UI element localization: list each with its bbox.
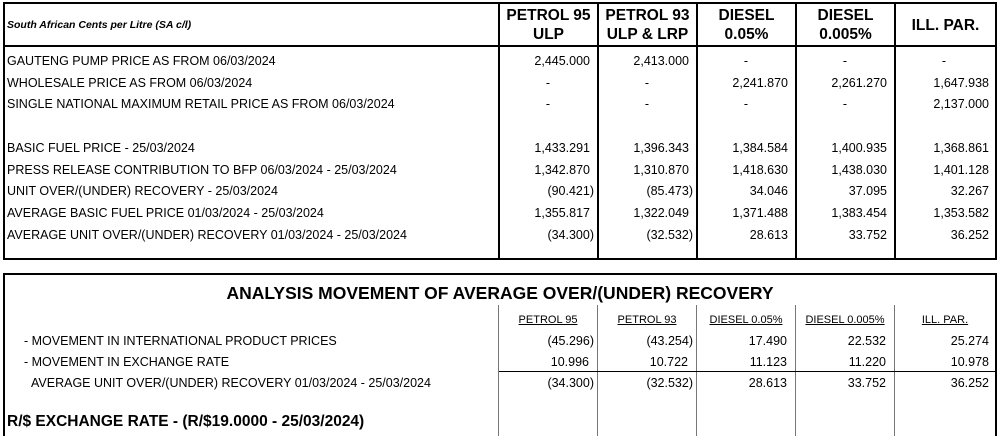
- analysis-title: ANALYSIS MOVEMENT OF AVERAGE OVER/(UNDER) RECOVERY: [226, 283, 774, 303]
- row-value: 32.267: [950, 184, 989, 198]
- column-header-line1: PETROL 93: [605, 7, 690, 24]
- table1-header-divider: [3, 45, 997, 47]
- row-value: 1,368.861: [933, 141, 989, 155]
- row-value: (43.254): [646, 334, 693, 348]
- row-value: 11.220: [848, 355, 886, 369]
- row-value: 25.274: [950, 334, 989, 348]
- exchange-rate: R/$ EXCHANGE RATE - (R/$19.0000 - 25/03/2024): [7, 413, 365, 430]
- row-value: 10.978: [950, 355, 989, 369]
- column-header-line1: PETROL 95: [506, 7, 591, 24]
- column-header-line2: 0.005%: [819, 26, 872, 43]
- row-value: (32.532): [646, 228, 693, 242]
- column-header-line2: ULP & LRP: [606, 26, 689, 43]
- column-header-line2: ULP: [533, 26, 564, 43]
- row-value: 34.046: [749, 184, 788, 198]
- subheader-petrol95: PETROL 95: [518, 314, 578, 326]
- row-value: 1,342.870: [534, 163, 590, 177]
- row-value: 2,445.000: [534, 54, 590, 68]
- subheader-diesel0005: DIESEL 0.005%: [805, 314, 885, 326]
- row-value: 22.532: [847, 334, 886, 348]
- table2-right-border: [995, 273, 997, 436]
- row-label: AVERAGE UNIT OVER/(UNDER) RECOVERY 01/03/2024 - 25/03/2024: [7, 228, 407, 242]
- row-value: -: [842, 54, 847, 68]
- row-value: (85.473): [646, 184, 693, 198]
- subheader-illpar: ILL. PAR.: [921, 314, 969, 326]
- row-value: (45.296): [547, 334, 594, 348]
- row-value: 33.752: [848, 228, 887, 242]
- table2-top-border: [3, 273, 997, 275]
- row-value: 1,310.870: [633, 163, 689, 177]
- subheader-diesel005: DIESEL 0.05%: [709, 314, 783, 326]
- row-label: GAUTENG PUMP PRICE AS FROM 06/03/2024: [7, 54, 276, 68]
- row-value: 36.252: [950, 228, 989, 242]
- row-value: 33.752: [847, 376, 886, 390]
- table1-left-border: [3, 2, 5, 260]
- row-value: 28.613: [749, 228, 788, 242]
- row-value: 1,355.817: [534, 206, 590, 220]
- row-value: 1,371.488: [732, 206, 788, 220]
- row-value: (90.421): [547, 184, 594, 198]
- row-label: AVERAGE UNIT OVER/(UNDER) RECOVERY 01/03/2024 - 25/03/2024: [31, 376, 431, 390]
- row-value: 2,241.870: [732, 76, 788, 90]
- row-value: 37.095: [848, 184, 887, 198]
- row-label: SINGLE NATIONAL MAXIMUM RETAIL PRICE AS FROM 06/03/2024: [7, 97, 395, 111]
- row-label: WHOLESALE PRICE AS FROM 06/03/2024: [7, 76, 253, 90]
- row-value: 10.722: [649, 355, 688, 369]
- row-value: -: [644, 76, 649, 90]
- row-value: -: [941, 54, 946, 68]
- row-value: (34.300): [547, 376, 594, 390]
- column-header-line1: DIESEL: [718, 7, 775, 24]
- row-label: BASIC FUEL PRICE - 25/03/2024: [7, 141, 195, 155]
- row-value: 11.123: [749, 355, 787, 369]
- row-value: 1,438.030: [831, 163, 887, 177]
- row-value: 1,396.343: [633, 141, 689, 155]
- column-header-petrol95: [500, 6, 597, 44]
- column-header-illpar: [896, 16, 995, 35]
- row-label: UNIT OVER/(UNDER) RECOVERY - 25/03/2024: [7, 184, 278, 198]
- column-header-line2: 0.05%: [724, 26, 769, 43]
- table1-top-border: [3, 2, 997, 4]
- row-value: -: [545, 97, 550, 111]
- column-header-line1: DIESEL: [817, 7, 874, 24]
- total-rule: [499, 371, 995, 372]
- table1-bottom-border: [3, 258, 997, 260]
- subheader-petrol93: PETROL 93: [617, 314, 677, 326]
- table1-right-border: [995, 2, 997, 260]
- row-value: 10.996: [550, 355, 589, 369]
- row-value: 1,433.291: [534, 141, 590, 155]
- row-value: 1,353.582: [933, 206, 989, 220]
- row-value: 1,647.938: [933, 76, 989, 90]
- row-value: 2,261.270: [831, 76, 887, 90]
- row-value: 1,400.935: [831, 141, 887, 155]
- row-value: -: [644, 97, 649, 111]
- row-value: -: [743, 54, 748, 68]
- row-value: 1,401.128: [933, 163, 989, 177]
- row-value: 2,413.000: [633, 54, 689, 68]
- table1-col-divider: [894, 2, 896, 260]
- row-value: 17.490: [748, 334, 787, 348]
- column-header-diesel0005: [797, 6, 894, 44]
- row-value: 1,322.049: [633, 206, 689, 220]
- row-value: (34.300): [547, 228, 594, 242]
- column-header-line1: ILL. PAR.: [911, 17, 980, 34]
- row-value: 36.252: [950, 376, 989, 390]
- row-value: (32.532): [646, 376, 693, 390]
- row-value: 1,418.630: [732, 163, 788, 177]
- column-header-petrol93: [599, 6, 696, 44]
- row-value: -: [545, 76, 550, 90]
- row-value: 1,383.454: [831, 206, 887, 220]
- row-value: 28.613: [748, 376, 787, 390]
- row-value: 1,384.584: [732, 141, 788, 155]
- row-value: -: [743, 97, 748, 111]
- unit-label: South African Cents per Litre (SA c/l): [7, 19, 192, 31]
- row-label: AVERAGE BASIC FUEL PRICE 01/03/2024 - 25/03/2024: [7, 206, 324, 220]
- row-label: - MOVEMENT IN EXCHANGE RATE: [24, 355, 230, 369]
- row-label: PRESS RELEASE CONTRIBUTION TO BFP 06/03/2024 - 25/03/2024: [7, 163, 397, 177]
- row-value: 2,137.000: [933, 97, 989, 111]
- row-value: -: [842, 97, 847, 111]
- column-header-diesel005: [698, 6, 795, 44]
- row-label: - MOVEMENT IN INTERNATIONAL PRODUCT PRICES: [24, 334, 337, 348]
